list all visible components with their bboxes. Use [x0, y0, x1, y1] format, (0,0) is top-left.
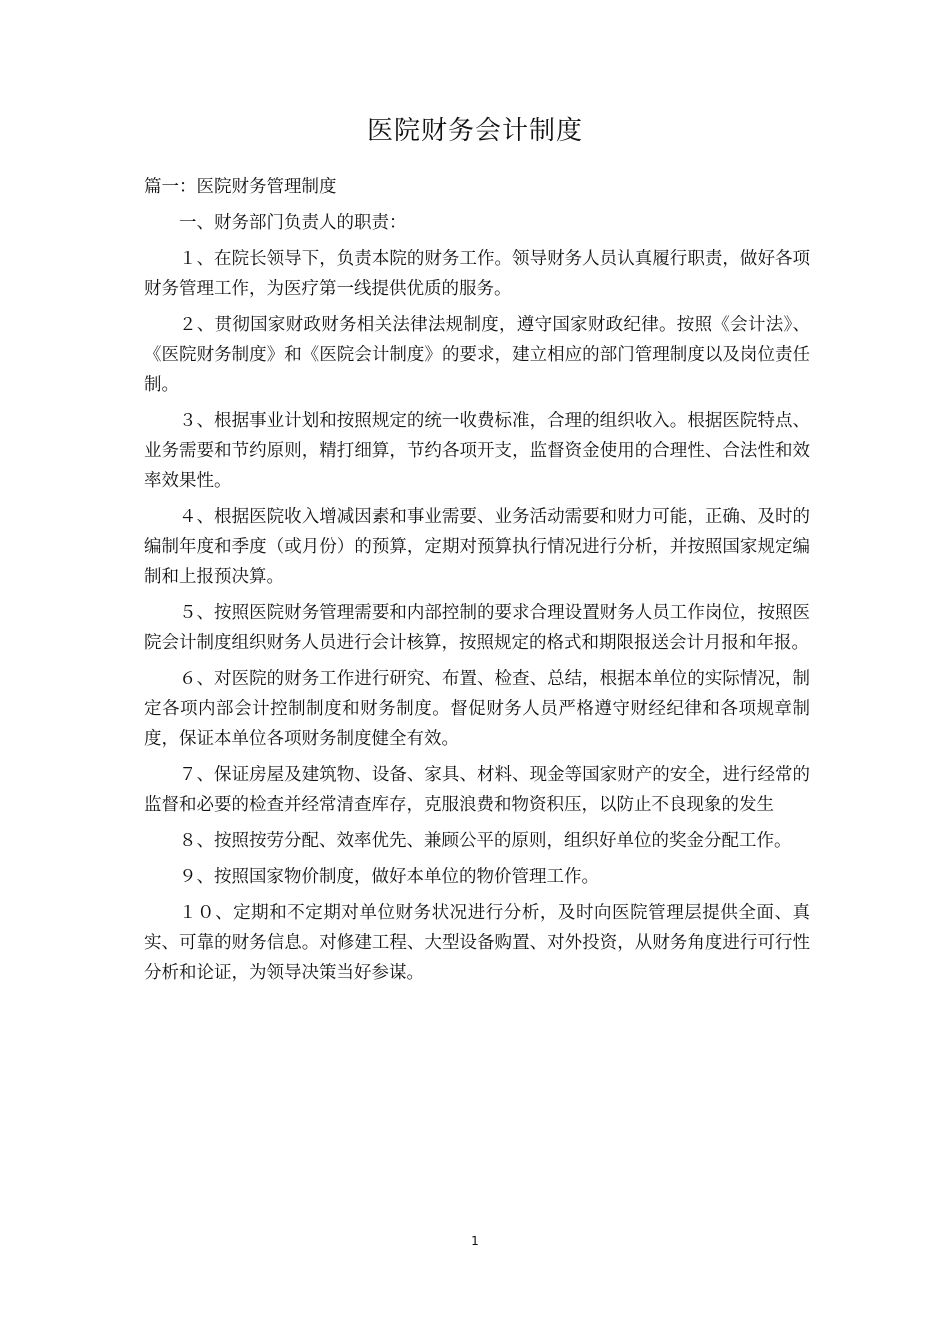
- section-heading: 篇一：医院财务管理制度: [144, 177, 337, 197]
- paragraph-9: ９、按照国家物价制度，做好本单位的物价管理工作。: [179, 867, 599, 887]
- paragraph-3: ３、根据事业计划和按照规定的统一收费标准，合理的组织收入。根据医院特点、业务需要和节约原则，精打细算，节约各项开支，监督资金使用的合理性、合法性和效率效果性。: [144, 411, 810, 491]
- paragraph-2: ２、贯彻国家财政财务相关法律法规制度，遵守国家财政纪律。按照《会计法》、《医院财务制度》和《医院会计制度》的要求，建立相应的部门管理制度以及岗位责任制。: [144, 315, 810, 395]
- paragraph-6: ６、对医院的财务工作进行研究、布置、检查、总结，根据本单位的实际情况，制定各项内部会计控制制度和财务制度。督促财务人员严格遵守财经纪律和各项规章制度，保证本单位各项财务制度健全有效。: [144, 669, 810, 749]
- paragraph-10: １０、定期和不定期对单位财务状况进行分析，及时向医院管理层提供全面、真实、可靠的财务信息。对修建工程、大型设备购置、对外投资，从财务角度进行可行性分析和论证，为领导决策当好参谋。: [144, 903, 810, 983]
- document-title: 医院财务会计制度: [366, 116, 583, 146]
- paragraph-1: １、在院长领导下，负责本院的财务工作。领导财务人员认真履行职责，做好各项财务管理工作，为医疗第一线提供优质的服务。: [144, 249, 810, 299]
- paragraph-5: ５、按照医院财务管理需要和内部控制的要求合理设置财务人员工作岗位，按照医院会计制度组织财务人员进行会计核算，按照规定的格式和期限报送会计月报和年报。: [144, 603, 810, 653]
- paragraph-4: ４、根据医院收入增减因素和事业需要、业务活动需要和财力可能，正确、及时的编制年度和季度（或月份）的预算，定期对预算执行情况进行分析，并按照国家规定编制和上报预决算。: [144, 507, 810, 587]
- document-body: [144, 172, 810, 994]
- page-number: 1: [471, 1234, 479, 1248]
- subheading: 一、财务部门负责人的职责：: [179, 213, 407, 233]
- paragraph-8: ８、按照按劳分配、效率优先、兼顾公平的原则，组织好单位的奖金分配工作。: [179, 831, 792, 851]
- paragraph-7: ７、保证房屋及建筑物、设备、家具、材料、现金等国家财产的安全，进行经常的监督和必要的检查并经常清查库存，克服浪费和物资积压，以防止不良现象的发生: [144, 765, 810, 815]
